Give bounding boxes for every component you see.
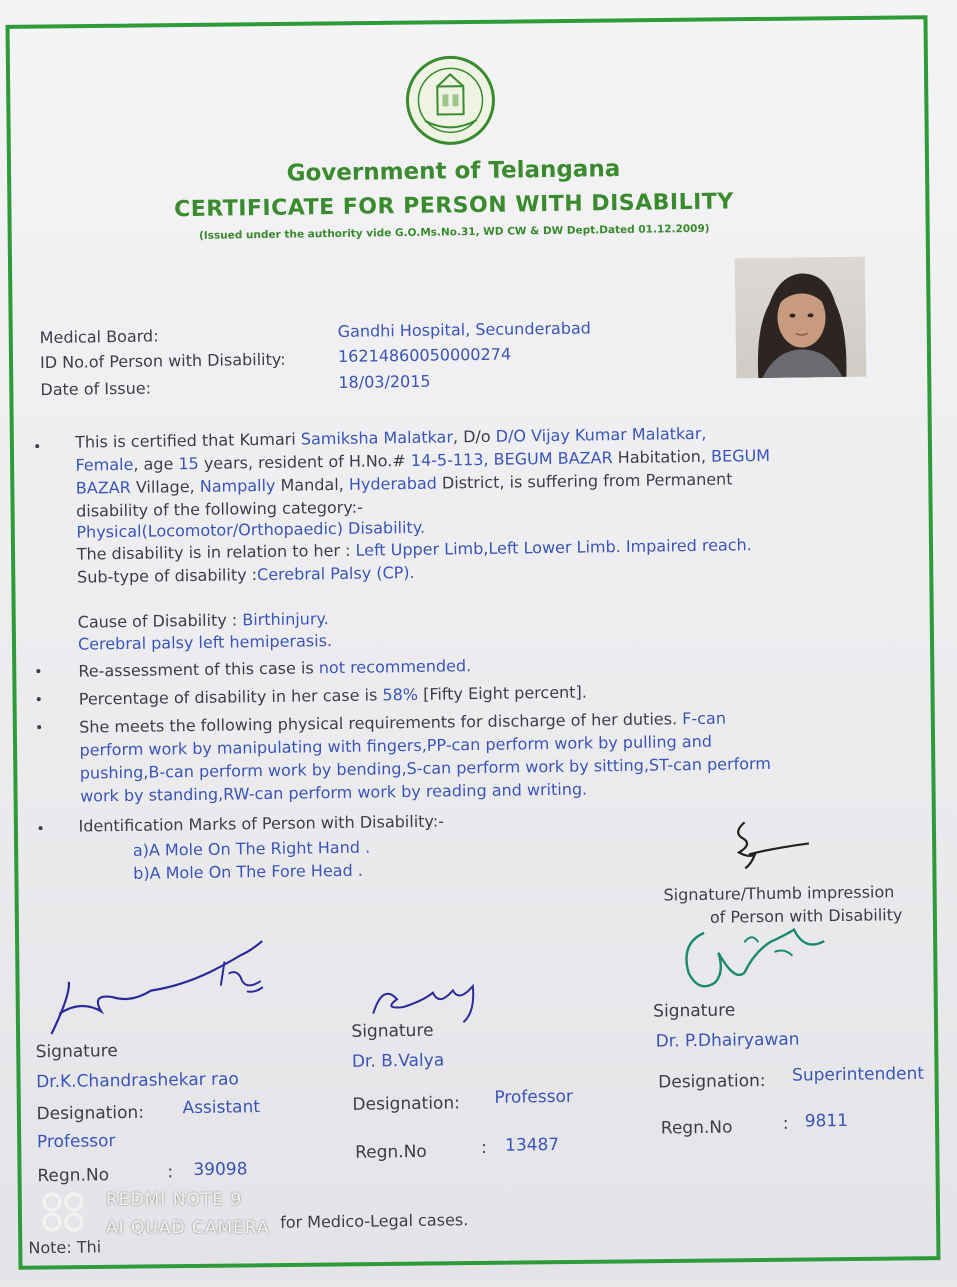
- text-segment: Mandal,: [275, 474, 350, 495]
- id-value: 16214860050000274: [337, 344, 512, 366]
- subtype-label: Sub-type of disability :: [76, 565, 258, 587]
- cause-line: [78, 608, 329, 633]
- signature-1-icon: [40, 921, 302, 1045]
- regn-colon-2: :: [480, 1137, 487, 1159]
- identification-label: Identification Marks of Person with Disability:-: [78, 811, 445, 836]
- signature-label-3: Signature: [653, 1000, 736, 1022]
- district: Hyderabad: [348, 473, 438, 494]
- signature-3-icon: [674, 911, 835, 1003]
- text-segment: years, resident of H.No.#: [198, 450, 411, 473]
- house-number: 14-5-113, BEGUM BAZAR: [410, 448, 613, 470]
- cause-value: Birthinjury.: [242, 609, 329, 630]
- requirements-value: F-can: [682, 708, 727, 729]
- reassess-label: Re-assessment of this case is: [78, 658, 319, 681]
- bullet: [37, 697, 41, 701]
- text-segment: This is certified that Kumari: [75, 429, 301, 452]
- person-photo: [735, 257, 867, 379]
- signature-label-1: Signature: [35, 1041, 118, 1063]
- certificate-title: CERTIFICATE FOR PERSON WITH DISABILITY: [173, 189, 734, 223]
- reassess-value: not recommended.: [318, 656, 472, 678]
- doctor-name-2: Dr. B.Valya: [351, 1050, 445, 1072]
- bullet: [35, 444, 39, 448]
- regn-label-1: Regn.No: [37, 1165, 110, 1187]
- mark-b: b)A Mole On The Fore Head .: [133, 860, 363, 883]
- bullet: [36, 669, 40, 673]
- designation-value-1a: Assistant: [182, 1097, 261, 1119]
- text-segment: Habitation,: [612, 446, 712, 468]
- designation-label-3: Designation:: [658, 1071, 766, 1093]
- percent-words: [Fifty Eight percent].: [417, 682, 587, 704]
- bullet: [39, 826, 43, 830]
- text-segment: Village,: [130, 476, 200, 497]
- text-segment: District, is suffering from Permanent: [436, 469, 733, 493]
- designation-value-2: Professor: [494, 1086, 574, 1108]
- signature-label-2: Signature: [351, 1020, 434, 1042]
- person-portrait-icon: [735, 257, 867, 379]
- person-signature-icon: [724, 813, 815, 874]
- requirements-line-2: perform work by manipulating with fingers,PP-can perform work by pulling and: [79, 731, 713, 760]
- regn-label-2: Regn.No: [355, 1141, 427, 1163]
- mark-a: a)A Mole On The Right Hand .: [132, 837, 371, 860]
- text-segment: , age: [133, 454, 179, 474]
- requirements-line-3: pushing,B-can perform work by bending,S-can perform work by sitting,ST-can perform: [79, 753, 772, 783]
- telangana-emblem-icon: [404, 54, 497, 147]
- designation-value-3: Superintendent: [791, 1063, 925, 1086]
- regn-colon-1: :: [167, 1162, 174, 1183]
- government-title: Government of Telangana: [286, 155, 621, 187]
- requirements-label: She meets the following physical requirements for discharge of her duties.: [79, 709, 683, 737]
- percent-value: 58%: [382, 684, 419, 705]
- footer-note-start: Note: Thi: [28, 1237, 102, 1258]
- date-label: Date of Issue:: [40, 378, 152, 400]
- cause-detail: Cerebral palsy left hemiperasis.: [77, 631, 333, 654]
- regn-label-3: Regn.No: [660, 1117, 733, 1139]
- subtype-line: [77, 562, 415, 588]
- date-value: 18/03/2015: [338, 371, 431, 392]
- requirements-line-4: work by standing,RW-can perform work by reading and writing.: [80, 779, 588, 806]
- person-signature-label-2: of Person with Disability: [709, 905, 903, 927]
- board-label: Medical Board:: [39, 326, 159, 348]
- designation-value-1b: Professor: [36, 1131, 116, 1153]
- percentage-line: [79, 682, 587, 710]
- bullet: [37, 725, 41, 729]
- mandal: Nampally: [199, 475, 276, 496]
- regn-value-2: 13487: [504, 1134, 560, 1156]
- camera-lens-icon: [40, 1190, 96, 1234]
- board-value: Gandhi Hospital, Secunderabad: [337, 318, 591, 341]
- person-signature-label-1: Signature/Thumb impression: [663, 882, 895, 905]
- authority-line: (Issued under the authority vide G.O.Ms.No.31, WD CW & DW Dept.Dated 01.12.2009): [198, 222, 710, 242]
- regn-value-1: 39098: [193, 1159, 248, 1181]
- age: 15: [178, 453, 199, 474]
- reassessment-line: [78, 655, 471, 681]
- village: BAZAR: [75, 477, 131, 498]
- camera-model: REDMI NOTE 9: [106, 1190, 243, 1210]
- text-segment: , D/o: [452, 426, 496, 447]
- gender: Female: [75, 454, 134, 475]
- relation-label: The disability is in relation to her :: [76, 540, 356, 564]
- disability-category: Physical(Locomotor/Orthopaedic) Disability.: [76, 517, 426, 542]
- village: BEGUM: [710, 445, 771, 466]
- certification-line-4: disability of the following category:-: [76, 497, 363, 521]
- doctor-name-3: Dr. P.Dhairyawan: [655, 1029, 800, 1052]
- father-name: D/O Vijay Kumar Malatkar,: [495, 423, 707, 446]
- id-label: ID No.of Person with Disability:: [39, 349, 286, 373]
- relation-value: Left Upper Limb,Left Lower Limb. Impaired reach.: [355, 535, 752, 560]
- footer-note-end: for Medico-Legal cases.: [279, 1210, 469, 1232]
- cause-label: Cause of Disability :: [77, 610, 243, 632]
- percent-label: Percentage of disability in her case is: [78, 685, 383, 709]
- camera-label: AI QUAD CAMERA: [106, 1218, 270, 1238]
- regn-colon-3: :: [782, 1113, 789, 1134]
- designation-label-2: Designation:: [352, 1093, 461, 1115]
- doctor-name-1: Dr.K.Chandrashekar rao: [35, 1069, 240, 1093]
- regn-value-3: 9811: [804, 1110, 849, 1132]
- subtype-value: Cerebral Palsy (CP).: [256, 562, 415, 585]
- person-name: Samiksha Malatkar: [300, 427, 454, 449]
- designation-label-1: Designation:: [36, 1102, 145, 1125]
